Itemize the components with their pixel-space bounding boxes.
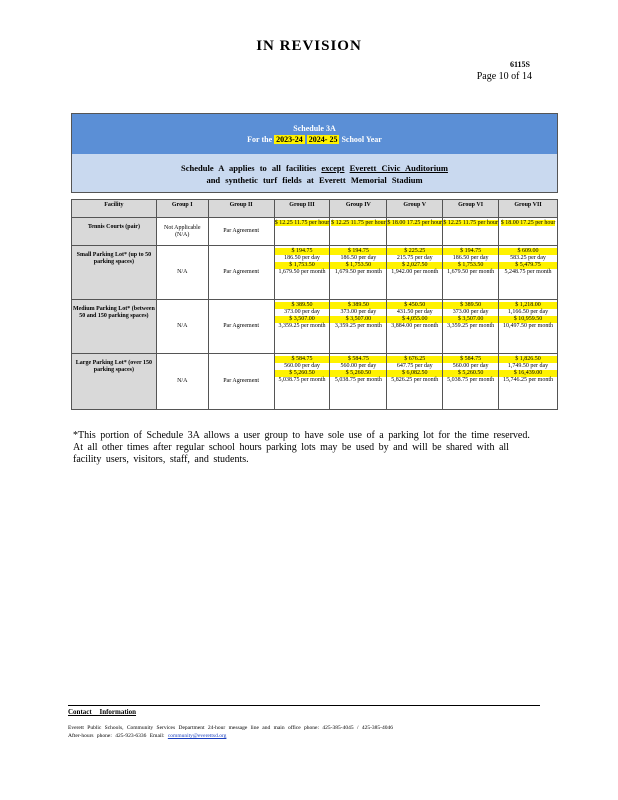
old-monthly-rate: 15,746.25 per month (503, 377, 554, 383)
group-2-value: Par Agreement (208, 246, 274, 300)
rate-cell-group-7 (499, 300, 558, 354)
old-daily-rate: 647.75 per day (396, 363, 433, 369)
old-daily-rate: 431.50 per day (396, 309, 433, 315)
schedule-title-band (72, 114, 557, 154)
old-daily-rate: 215.75 per day (396, 255, 433, 261)
old-monthly-rate: 3,359.25 per month (278, 323, 326, 329)
old-daily-rate: 373.00 per day (452, 309, 489, 315)
contact-phone-line: Everett Public Schools, Community Services Department 24-hour message line and main office phone: 425-385-4045 / 425-385-4046 (68, 725, 394, 731)
old-daily-rate: 560.00 per day (452, 363, 489, 369)
facility-name: Medium Parking Lot* (between 50 and 150 parking spaces) (72, 300, 157, 354)
rate-cell-group-7 (499, 218, 558, 246)
old-monthly-rate: 3,359.25 per month (447, 323, 495, 329)
rate-cell-group-5 (387, 300, 443, 354)
old-monthly-rate: 1,679.50 per month (334, 269, 382, 275)
new-monthly-rate: $ 5,260.50 (330, 370, 386, 377)
rate-cell-group-3 (274, 246, 330, 300)
old-daily-rate: 186.50 per day (284, 255, 320, 261)
scope-except: except (321, 163, 345, 173)
old-monthly-rate: 1,679.50 per month (447, 269, 495, 275)
new-daily-rate: $ 676.25 (387, 356, 442, 363)
rate-cell-group-6 (443, 354, 499, 410)
contact-title: Contact Information (68, 708, 137, 716)
header-group-5: Group V (387, 200, 443, 218)
after-hours-phone: After-hours phone: 425-923-6336 Email: (68, 733, 165, 739)
old-monthly-rate: 5,038.75 per month (278, 377, 326, 383)
new-monthly-rate: $ 16,439.00 (499, 370, 557, 377)
new-monthly-rate: $ 3,507.00 (443, 316, 498, 323)
new-monthly-rate: $ 1,753.50 (275, 262, 330, 269)
new-daily-rate: $ 584.75 (330, 356, 386, 363)
year-start: 2023-24 (276, 135, 303, 144)
new-daily-rate: $ 389.50 (443, 302, 498, 309)
new-monthly-rate: $ 1,753.50 (443, 262, 498, 269)
group-1-value: N/A (156, 354, 208, 410)
header-group-6: Group VI (443, 200, 499, 218)
old-daily-rate: 1,166.50 per day (507, 309, 549, 315)
fee-table (71, 199, 558, 410)
header-group-7: Group VII (499, 200, 558, 218)
rate-cell-group-5 (387, 354, 443, 410)
document-code: 6115S (509, 60, 530, 69)
old-daily-rate: 186.50 per day (340, 255, 377, 261)
old-daily-rate: 373.00 per day (340, 309, 377, 315)
hourly-rate: $ 18.00 17.25 per hour (500, 220, 556, 226)
new-daily-rate: $ 584.75 (275, 356, 330, 363)
new-monthly-rate: $ 5,260.50 (443, 370, 498, 377)
group-1-value: N/A (156, 300, 208, 354)
old-monthly-rate: 3,359.25 per month (334, 323, 382, 329)
fee-row (72, 354, 558, 410)
old-monthly-rate: 3,884.00 per month (391, 323, 439, 329)
new-daily-rate: $ 225.25 (387, 248, 442, 255)
old-daily-rate: 560.00 per day (340, 363, 377, 369)
hourly-rate: $ 12.25 11.75 per hour (274, 220, 330, 226)
new-monthly-rate: $ 1,753.50 (330, 262, 386, 269)
new-monthly-rate: $ 6,082.50 (387, 370, 442, 377)
new-daily-rate: $ 1,218.00 (499, 302, 557, 309)
new-monthly-rate: $ 3,507.00 (330, 316, 386, 323)
scope-venue: Everett Civic Auditorium (349, 163, 448, 173)
hourly-rate: $ 18.00 17.25 per hour (387, 220, 443, 226)
header-facility: Facility (72, 200, 157, 218)
facility-name: Small Parking Lot* (up to 50 parking spaces) (72, 246, 157, 300)
scope-line-2: and synthetic turf fields at Everett Memorial Stadium (206, 175, 423, 185)
rate-cell-group-7 (499, 246, 558, 300)
schedule-scope-band (72, 154, 557, 192)
group-1-value: N/A (156, 246, 208, 300)
year-end: 2024- 25 (308, 135, 338, 144)
new-monthly-rate: $ 3,507.00 (275, 316, 330, 323)
new-daily-rate: $ 584.75 (443, 356, 498, 363)
rate-cell-group-5 (387, 246, 443, 300)
group-2-value: Par Agreement (208, 354, 274, 410)
contact-email-link[interactable]: community@everettsd.org (167, 733, 227, 739)
fee-table-header-row (72, 200, 558, 218)
contact-email-line (68, 733, 226, 739)
fee-row (72, 300, 558, 354)
rate-cell-group-4 (330, 218, 387, 246)
group-2-value: Par Agreement (208, 300, 274, 354)
old-monthly-rate: 5,248.75 per month (504, 269, 552, 275)
page-number: Page 10 of 14 (476, 71, 532, 82)
scope-line-1-pre: Schedule A applies to all facilities (181, 163, 317, 173)
old-daily-rate: 560.00 per day (284, 363, 320, 369)
old-daily-rate: 373.00 per day (284, 309, 320, 315)
rate-cell-group-4 (330, 246, 387, 300)
rate-cell-group-6 (443, 246, 499, 300)
new-daily-rate: $ 1,826.50 (499, 356, 557, 363)
old-monthly-rate: 5,038.75 per month (334, 377, 382, 383)
old-monthly-rate: 1,679.50 per month (278, 269, 326, 275)
schedule-header-box (71, 113, 558, 193)
old-daily-rate: 186.50 per day (452, 255, 489, 261)
header-group-4: Group IV (330, 200, 387, 218)
rate-cell-group-3 (274, 218, 330, 246)
scope-line-1 (72, 162, 557, 174)
new-daily-rate: $ 389.50 (275, 302, 330, 309)
header-group-3: Group III (274, 200, 330, 218)
rate-cell-group-4 (330, 300, 387, 354)
rate-cell-group-6 (443, 300, 499, 354)
old-daily-rate: 1,749.50 per day (507, 363, 549, 369)
rate-cell-group-3 (274, 300, 330, 354)
old-monthly-rate: 1,942.00 per month (391, 269, 439, 275)
new-daily-rate: $ 609.00 (499, 248, 557, 255)
hourly-rate: $ 12.25 11.75 per hour (331, 220, 386, 226)
schedule-title: Schedule 3A (293, 124, 336, 133)
new-monthly-rate: $ 5,260.50 (275, 370, 330, 377)
fee-row (72, 246, 558, 300)
fee-row (72, 218, 558, 246)
new-monthly-rate: $ 10,959.50 (499, 316, 557, 323)
rate-cell-group-4 (330, 354, 387, 410)
facility-name: Large Parking Lot* (over 150 parking spaces) (72, 354, 157, 410)
school-year-line (72, 134, 557, 145)
new-daily-rate: $ 389.50 (330, 302, 386, 309)
hourly-rate: $ 12.25 11.75 per hour (443, 220, 498, 226)
revision-title: IN REVISION (256, 38, 362, 54)
footer-divider (68, 705, 540, 706)
rate-cell-group-3 (274, 354, 330, 410)
new-daily-rate: $ 194.75 (443, 248, 498, 255)
header-group-2: Group II (208, 200, 274, 218)
new-monthly-rate: $ 2,027.50 (387, 262, 442, 269)
rate-cell-group-7 (499, 354, 558, 410)
new-monthly-rate: $ 4,055.00 (387, 316, 442, 323)
old-monthly-rate: 5,826.25 per month (391, 377, 439, 383)
rate-cell-group-5 (387, 218, 443, 246)
group-2-value: Par Agreement (208, 218, 274, 246)
group-1-value: Not Applicable (N/A) (156, 218, 208, 246)
parking-footnote: *This portion of Schedule 3A allows a user group to have sole use of a parking lot for the time reserved. At all other times after regular school hours parking lots may be used by and will be shared with all facility users, visitors, staff, and students. (73, 430, 530, 465)
old-monthly-rate: 10,497.50 per month (503, 323, 554, 329)
for-label: For the (247, 135, 273, 144)
rate-cell-group-6 (443, 218, 499, 246)
new-daily-rate: $ 194.75 (330, 248, 386, 255)
facility-name: Tennis Courts (pair) (72, 218, 157, 246)
old-daily-rate: 583.25 per day (510, 255, 546, 261)
new-monthly-rate: $ 5,479.75 (499, 262, 557, 269)
header-group-1: Group I (156, 200, 208, 218)
old-monthly-rate: 5,038.75 per month (447, 377, 495, 383)
new-daily-rate: $ 450.50 (387, 302, 442, 309)
school-year-label: School Year (341, 135, 382, 144)
new-daily-rate: $ 194.75 (275, 248, 330, 255)
